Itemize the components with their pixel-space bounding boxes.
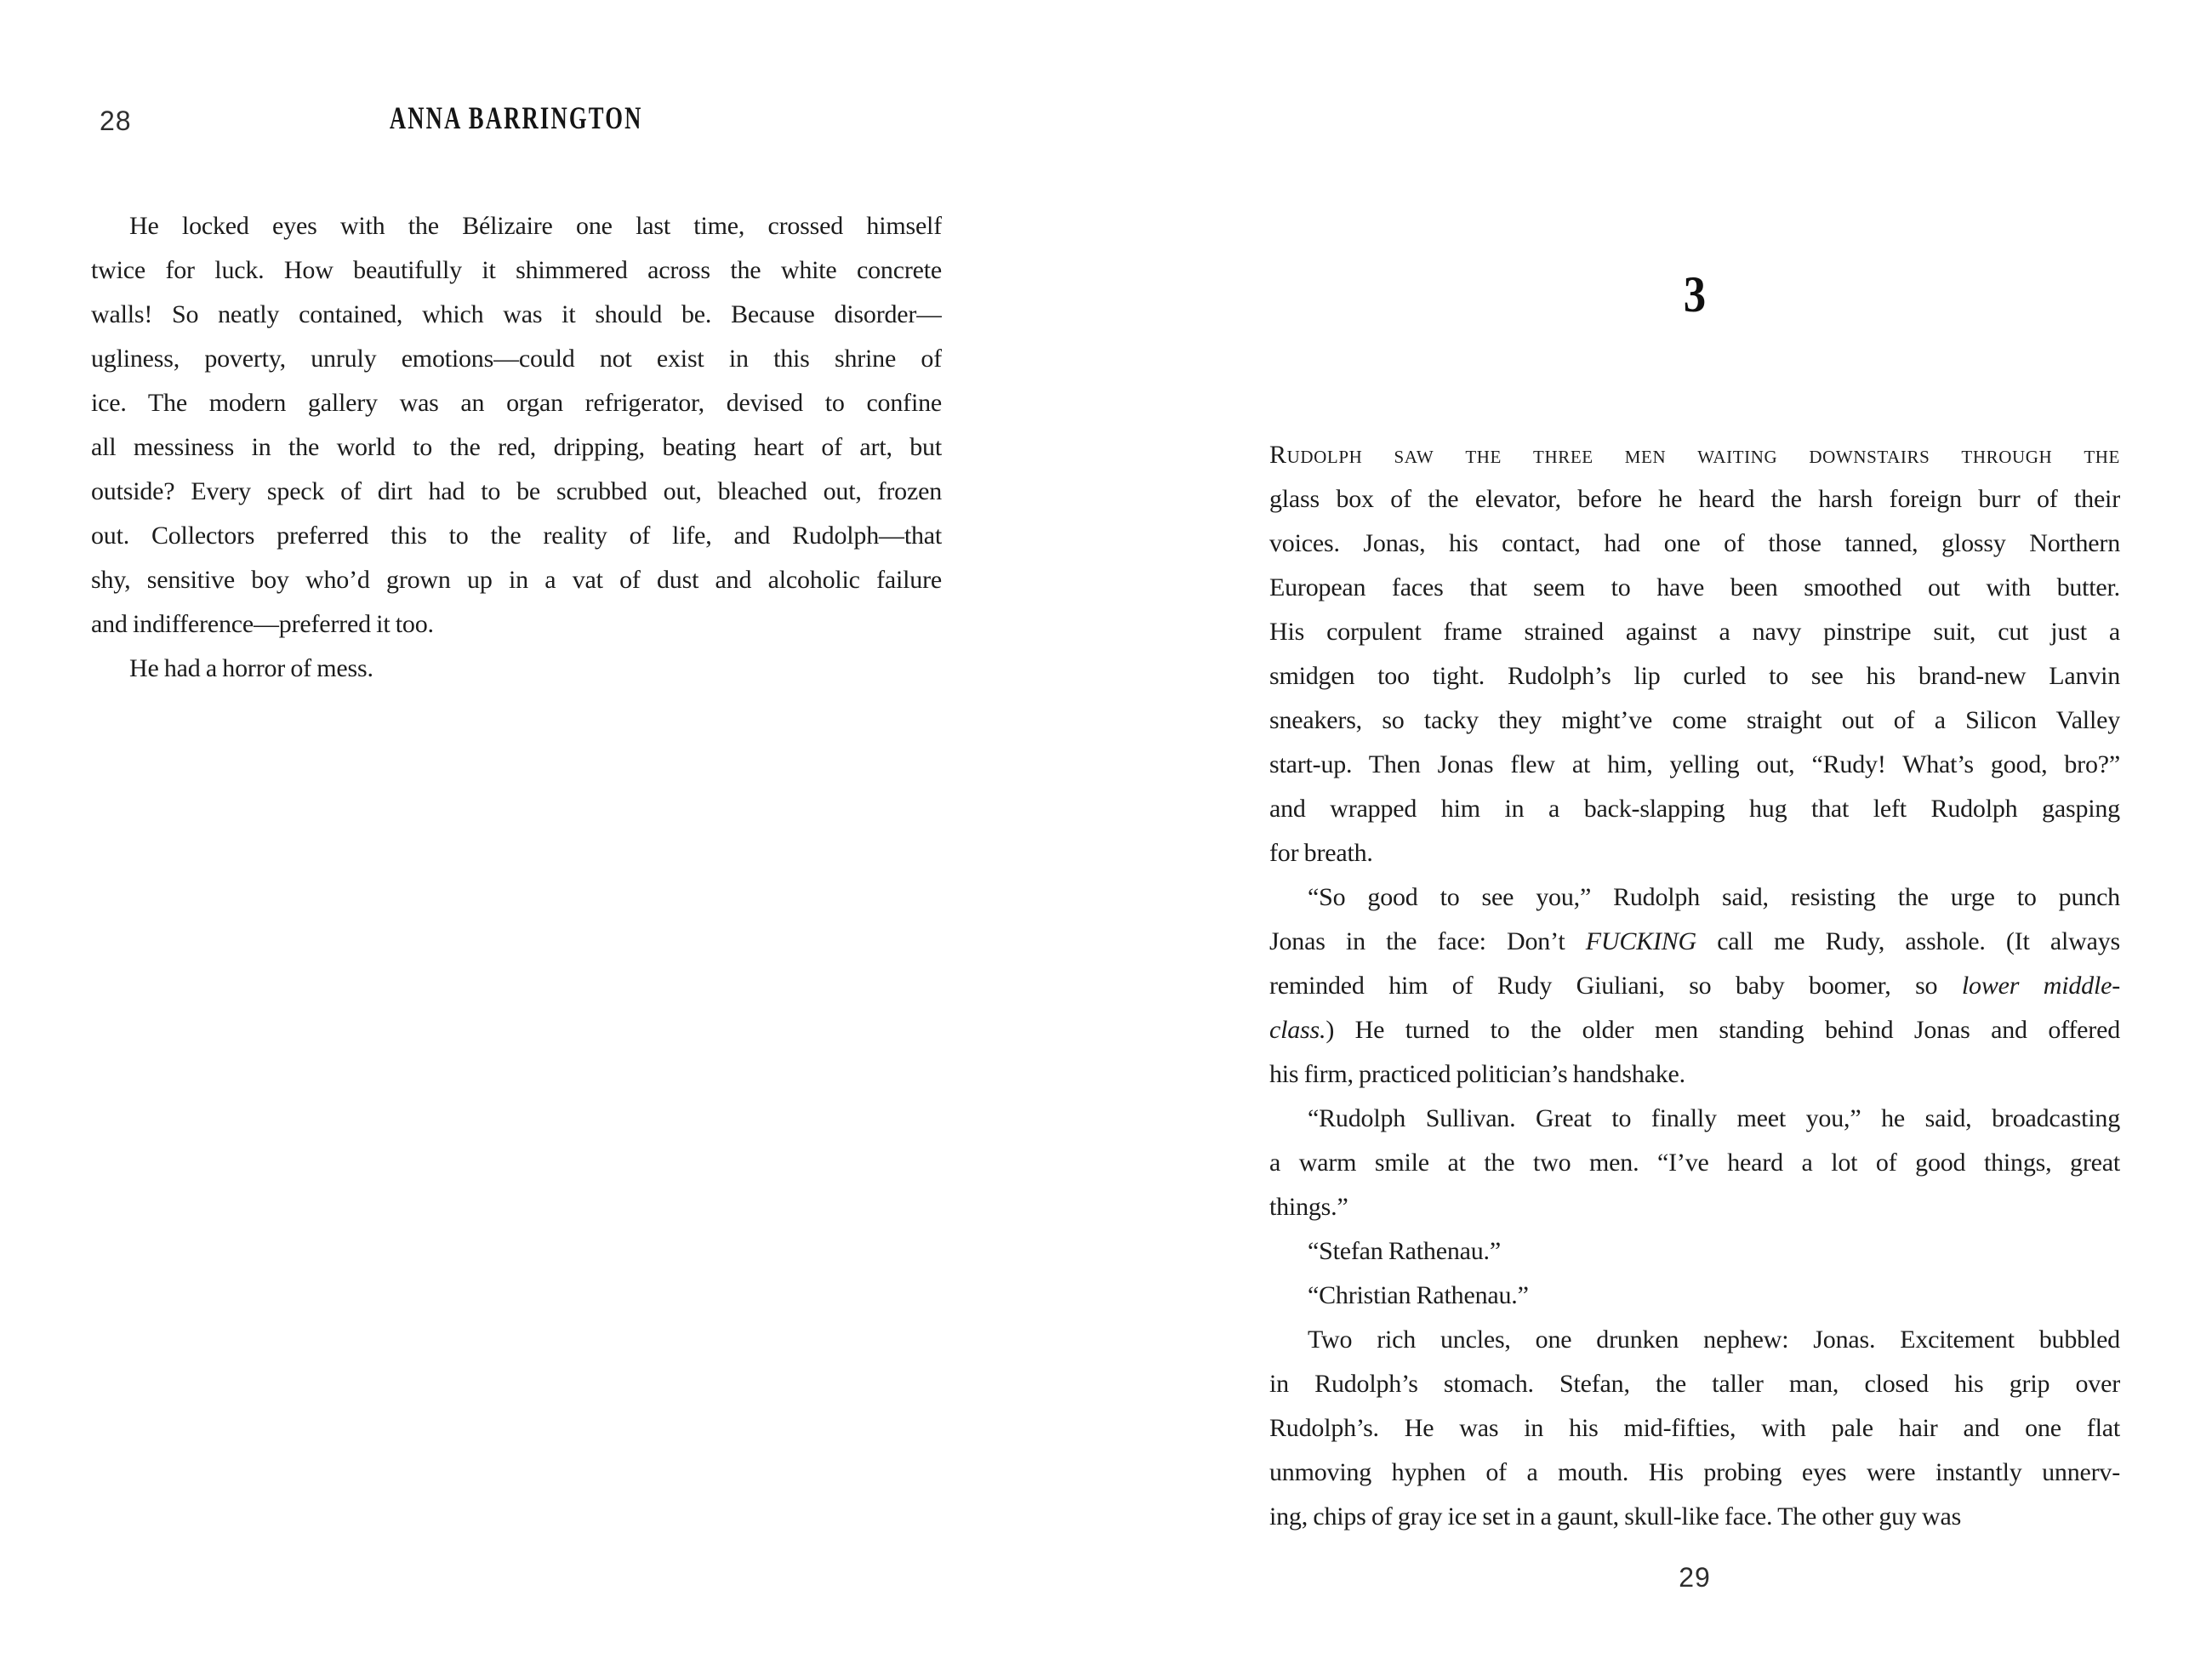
text-line: Two rich uncles, one drunken nephew: Jonas. Excitement bubbled: [1308, 1325, 2120, 1354]
text-line: He had a horror of mess.: [129, 654, 373, 682]
text-line: unmoving hyphen of a mouth. His probing eyes were instantly unnerv-: [1269, 1458, 2120, 1486]
text-line: in Rudolph’s stomach. Stefan, the taller man, closed his grip over: [1269, 1370, 2120, 1398]
text-line: a warm smile at the two men. “I’ve heard a lot of good things, great: [1269, 1149, 2120, 1177]
left-page-body: [91, 204, 942, 691]
running-header-author: ANNA BARRINGTON: [390, 101, 643, 136]
text-line: His corpulent frame strained against a navy pinstripe suit, cut just a: [1269, 618, 2120, 646]
page-number-right: 29: [1679, 1562, 1711, 1593]
text-line: ing, chips of gray ice set in a gaunt, skull-like face. The other guy was: [1269, 1502, 1962, 1531]
text-line: shy, sensitive boy who’d grown up in a vat of dust and alcoholic failure: [91, 566, 942, 594]
paragraph: [1269, 875, 2120, 1097]
text-line: “Christian Rathenau.”: [1308, 1281, 1529, 1309]
text-line: Jonas in the face: Don’t FUCKING call me Rudy, asshole. (It always: [1269, 927, 2120, 955]
text-line: twice for luck. How beautifully it shimmered across the white concrete: [91, 256, 942, 284]
text-line: “Stefan Rathenau.”: [1308, 1237, 1501, 1265]
paragraph: [91, 647, 942, 691]
text-line: ugliness, poverty, unruly emotions—could not exist in this shrine of: [91, 345, 942, 373]
text-line: ice. The modern gallery was an organ refrigerator, devised to confine: [91, 389, 942, 417]
text-line: Rudolph’s. He was in his mid-fifties, with pale hair and one flat: [1269, 1414, 2120, 1442]
text-line: He locked eyes with the Bélizaire one last time, crossed himself: [129, 212, 942, 240]
paragraph: [1269, 433, 2120, 875]
folio-bottom-wrap: [1269, 1564, 2120, 1591]
text-line: voices. Jonas, his contact, had one of those tanned, glossy Northern: [1269, 529, 2120, 557]
text-line: “So good to see you,” Rudolph said, resisting the urge to punch: [1308, 883, 2120, 911]
right-page-body: [1269, 433, 2120, 1539]
text-line: smidgen too tight. Rudolph’s lip curled to see his brand-new Lanvin: [1269, 662, 2120, 690]
text-line: outside? Every speck of dirt had to be scrubbed out, bleached out, frozen: [91, 477, 942, 505]
paragraph: [1269, 1097, 2120, 1229]
text-line: Rudolph saw the three men waiting downstairs through the: [1269, 441, 2120, 469]
text-line: European faces that seem to have been smoothed out with butter.: [1269, 573, 2120, 601]
text-line: and indifference—preferred it too.: [91, 610, 434, 638]
running-title-wrap: [91, 102, 942, 136]
text-line: sneakers, so tacky they might’ve come straight out of a Silicon Valley: [1269, 706, 2120, 734]
text-line: and wrapped him in a back-slapping hug that left Rudolph gasping: [1269, 795, 2120, 823]
page-number-left: 28: [100, 105, 132, 136]
text-line: start-up. Then Jonas flew at him, yelling out, “Rudy! What’s good, bro?”: [1269, 750, 2120, 778]
running-head: [91, 102, 942, 140]
text-line: glass box of the elevator, before he heard the harsh foreign burr of their: [1269, 485, 2120, 513]
paragraph: [1269, 1229, 2120, 1274]
text-line: out. Collectors preferred this to the reality of life, and Rudolph—that: [91, 522, 942, 550]
paragraph: [1269, 1318, 2120, 1539]
text-line: class.) He turned to the older men standing behind Jonas and offered: [1269, 1016, 2120, 1044]
text-line: things.”: [1269, 1193, 1348, 1221]
paragraph: [91, 204, 942, 647]
chapter-number: 3: [1683, 266, 1707, 322]
text-line: reminded him of Rudy Giuliani, so baby boomer, so lower middle-: [1269, 972, 2120, 1000]
text-line: his firm, practiced politician’s handshake.: [1269, 1060, 1685, 1088]
chapter-heading: [1269, 266, 2120, 322]
text-line: all messiness in the world to the red, dripping, beating heart of art, but: [91, 433, 942, 461]
paragraph: [1269, 1274, 2120, 1318]
text-line: walls! So neatly contained, which was it should be. Because disorder—: [91, 300, 942, 328]
text-line: “Rudolph Sullivan. Great to finally meet you,” he said, broadcasting: [1308, 1104, 2120, 1132]
text-line: for breath.: [1269, 839, 1373, 867]
